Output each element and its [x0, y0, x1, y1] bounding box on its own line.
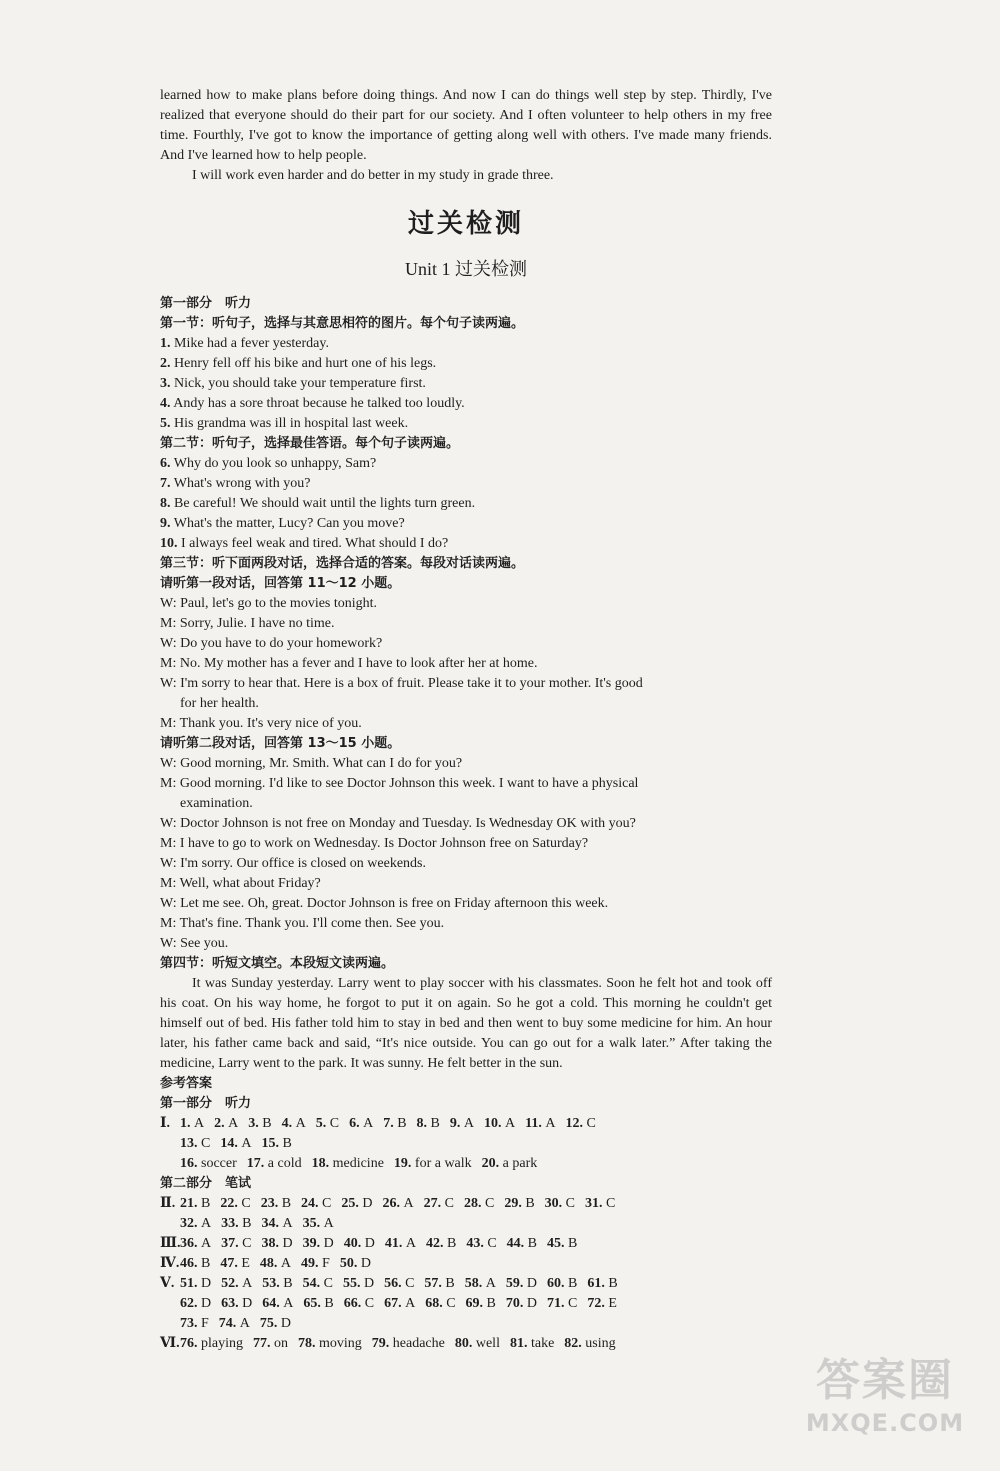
answer-item: 17. a cold	[246, 1156, 302, 1171]
answers-heading: 参考答案	[160, 1076, 213, 1091]
answer-item: 15. B	[261, 1136, 292, 1151]
answer-item: 9. A	[449, 1116, 474, 1131]
list-item: 4. Andy has a sore throat because he talked too loudly.	[160, 396, 465, 411]
answer-item: 64. A	[262, 1296, 294, 1311]
answer-item: 32. A	[180, 1216, 212, 1231]
answer-item: 74. A	[218, 1316, 250, 1331]
dialogue-line: W: See you.	[160, 936, 229, 951]
answer-item: 10. A	[484, 1116, 516, 1131]
answer-item: 20. a park	[481, 1156, 538, 1171]
answer-item: 13. C	[180, 1136, 211, 1151]
answer-item: 7. B	[383, 1116, 407, 1131]
dialogue-line: M: Good morning. I'd like to see Doctor Johnson this week. I want to have a physical	[160, 776, 639, 791]
answer-item: 76. playing	[180, 1336, 243, 1351]
section1-list	[160, 334, 772, 434]
answer-item: 62. D	[180, 1296, 212, 1311]
answer-item: 81. take	[509, 1336, 555, 1351]
answer-item: 1. A	[180, 1116, 205, 1131]
answer-item: 38. D	[261, 1236, 293, 1251]
answer-row	[160, 1214, 772, 1234]
answer-section-label: Ⅲ.	[160, 1236, 181, 1251]
dialogue-line: W: I'm sorry to hear that. Here is a box of fruit. Please take it to your mother. It's good	[160, 676, 643, 691]
list-item: 2. Henry fell off his bike and hurt one of his legs.	[160, 356, 437, 371]
listening-passage: It was Sunday yesterday. Larry went to play soccer with his classmates. Soon he felt hot and took off his coat. On his way home, he forgot to put it on again. So he got a cold. This morning he couldn't get himself out of bed. His father told him to stay in bed and then went to buy some medicine for him. An hour later, his father came back and said, “It's nice outside. You can go out for a walk later.” After taking the medicine, Larry went to the park. It was sunny. He felt better in the sun.	[160, 976, 772, 1071]
dialogue-line: W: Paul, let's go to the movies tonight.	[160, 596, 378, 611]
answer-row	[160, 1234, 772, 1254]
answer-item: 66. C	[343, 1296, 375, 1311]
answer-item: 40. D	[343, 1236, 375, 1251]
answer-item: 6. A	[349, 1116, 374, 1131]
answer-row	[160, 1314, 772, 1334]
answer-item: 29. B	[504, 1196, 535, 1211]
answer-item: 80. well	[454, 1336, 500, 1351]
answer-item: 14. A	[220, 1136, 252, 1151]
answer-item: 57. B	[424, 1276, 455, 1291]
answer-item: 30. C	[544, 1196, 575, 1211]
section3-heading: 第三节：听下面两段对话，选择合适的答案。每段对话读两遍。	[160, 556, 525, 571]
dialogue2	[160, 754, 772, 954]
dialogue-line: M: Well, what about Friday?	[160, 876, 321, 891]
answer-item: 48. A	[259, 1256, 292, 1271]
answer-item: 19. for a walk	[393, 1156, 472, 1171]
answer-item: 82. using	[564, 1336, 616, 1351]
answer-item: 25. D	[341, 1196, 373, 1211]
list-item: 3. Nick, you should take your temperature first.	[160, 376, 426, 391]
list-item: 8. Be careful! We should wait until the lights turn green.	[160, 496, 476, 511]
answer-item: 11. A	[525, 1116, 556, 1131]
intro-paragraph: learned how to make plans before doing things. And now I can do things well step by step. Thirdly, I've realized that everyone should do their part for our society. And I often volunteer to help others in my free time. Fourthly, I've got to know the importance of getting along well with others. I've made many friends. And I've learned how to help people.	[160, 88, 772, 163]
answer-item: 23. B	[260, 1196, 292, 1211]
dialogue-line: W: Do you have to do your homework?	[160, 636, 383, 651]
answer-row	[160, 1334, 772, 1354]
answer-item: 47. E	[220, 1256, 250, 1271]
answer-section-label: Ⅳ.	[160, 1256, 180, 1271]
answer-item: 3. B	[248, 1116, 272, 1131]
answer-item: 68. C	[425, 1296, 456, 1311]
dialogue1-heading: 请听第一段对话，回答第 11～12 小题。	[160, 576, 401, 591]
unit-subtitle: Unit 1 过关检测	[404, 259, 527, 279]
intro-closing: I will work even harder and do better in my study in grade three.	[192, 168, 554, 183]
answer-item: 4. A	[281, 1116, 306, 1131]
answer-item: 22. C	[220, 1196, 251, 1211]
answer-item: 5. C	[315, 1116, 340, 1131]
answer-section-label: Ⅴ.	[160, 1276, 175, 1291]
list-item: 7. What's wrong with you?	[160, 476, 311, 491]
answer-item: 36. A	[180, 1236, 212, 1251]
answer-item: 77. on	[253, 1336, 288, 1351]
answer-item: 56. C	[384, 1276, 415, 1291]
answer-item: 34. A	[261, 1216, 293, 1231]
answer-item: 37. C	[221, 1236, 252, 1251]
answer-section-label: Ⅱ.	[160, 1196, 176, 1211]
dialogue-line: W: I'm sorry. Our office is closed on weekends.	[160, 856, 426, 871]
answer-item: 53. B	[262, 1276, 293, 1291]
list-item: 9. What's the matter, Lucy? Can you move?	[160, 516, 405, 531]
answer-item: 65. B	[303, 1296, 334, 1311]
answer-item: 51. D	[180, 1276, 212, 1291]
list-item: 6. Why do you look so unhappy, Sam?	[160, 456, 377, 471]
answer-item: 73. F	[180, 1316, 209, 1331]
answer-item: 59. D	[505, 1276, 537, 1291]
dialogue-line: for her health.	[180, 696, 259, 711]
answer-row	[160, 1274, 772, 1294]
dialogue2-heading: 请听第二段对话，回答第 13～15 小题。	[160, 736, 401, 751]
answer-item: 45. B	[547, 1236, 578, 1251]
list-item: 1. Mike had a fever yesterday.	[160, 336, 329, 351]
answer-item: 35. A	[302, 1216, 334, 1231]
answer-item: 21. B	[180, 1196, 211, 1211]
answer-item: 8. B	[416, 1116, 440, 1131]
answer-item: 78. moving	[298, 1336, 362, 1351]
answer-item: 50. D	[339, 1256, 371, 1271]
answer-item: 18. medicine	[311, 1156, 384, 1171]
answer-item: 33. B	[221, 1216, 252, 1231]
answer-item: 69. B	[465, 1296, 496, 1311]
answer-section-label: Ⅵ.	[160, 1336, 180, 1351]
answer-row	[160, 1294, 772, 1314]
answer-item: 27. C	[423, 1196, 454, 1211]
answer-item: 16. soccer	[180, 1156, 237, 1171]
answer-row	[160, 1194, 772, 1214]
answer-item: 31. C	[585, 1196, 616, 1211]
page	[160, 86, 772, 1354]
dialogue-line: M: That's fine. Thank you. I'll come then. See you.	[160, 916, 445, 931]
watermark-logo	[790, 1353, 980, 1463]
answers-part1-heading: 第一部分 听力	[160, 1096, 252, 1111]
answer-item: 43. C	[466, 1236, 497, 1251]
dialogue-line: M: Sorry, Julie. I have no time.	[160, 616, 335, 631]
section2-heading: 第二节：听句子，选择最佳答语。每个句子读两遍。	[160, 436, 460, 451]
answer-item: 39. D	[302, 1236, 334, 1251]
dialogue1	[160, 594, 772, 734]
dialogue-line: M: No. My mother has a fever and I have to look after her at home.	[160, 656, 538, 671]
list-item: 5. His grandma was ill in hospital last week.	[160, 416, 409, 431]
answers-part2-heading: 第二部分 笔试	[160, 1176, 252, 1191]
dialogue-line: W: Good morning, Mr. Smith. What can I do for you?	[160, 756, 463, 771]
answers-part1	[160, 1114, 772, 1174]
answer-item: 58. A	[464, 1276, 496, 1291]
answer-item: 24. C	[301, 1196, 332, 1211]
answer-item: 71. C	[547, 1296, 578, 1311]
answer-section-label: Ⅰ.	[160, 1116, 171, 1131]
answer-item: 2. A	[214, 1116, 239, 1131]
answer-item: 28. C	[463, 1196, 495, 1211]
part1-heading: 第一部分 听力	[160, 296, 252, 311]
answer-row	[160, 1114, 772, 1134]
dialogue-line: M: I have to go to work on Wednesday. Is Doctor Johnson free on Saturday?	[160, 836, 589, 851]
answer-item: 67. A	[384, 1296, 416, 1311]
list-item: 10. I always feel weak and tired. What should I do?	[160, 536, 449, 551]
answer-item: 55. D	[342, 1276, 375, 1291]
answers-part2	[160, 1194, 772, 1354]
answer-item: 12. C	[565, 1116, 596, 1131]
dialogue-line: examination.	[180, 796, 253, 811]
section2-list	[160, 454, 772, 554]
answer-row	[160, 1254, 772, 1274]
answer-item: 42. B	[425, 1236, 457, 1251]
answer-item: 61. B	[587, 1276, 618, 1291]
answer-item: 46. B	[180, 1256, 211, 1271]
answer-row	[160, 1154, 772, 1174]
answer-item: 44. B	[506, 1236, 537, 1251]
section4-heading: 第四节：听短文填空。本段短文读两遍。	[160, 956, 395, 971]
answer-item: 54. C	[302, 1276, 333, 1291]
answer-item: 75. D	[259, 1316, 292, 1331]
answer-item: 60. B	[547, 1276, 578, 1291]
answer-item: 70. D	[505, 1296, 537, 1311]
answer-item: 72. E	[587, 1296, 617, 1311]
answer-row	[160, 1134, 772, 1154]
answer-item: 26. A	[382, 1196, 414, 1211]
page-title: 过关检测	[407, 209, 524, 239]
dialogue-line: W: Doctor Johnson is not free on Monday and Tuesday. Is Wednesday OK with you?	[160, 816, 636, 831]
dialogue-line: W: Let me see. Oh, great. Doctor Johnson is free on Friday afternoon this week.	[160, 896, 609, 911]
answer-item: 41. A	[384, 1236, 416, 1251]
answer-item: 79. headache	[371, 1336, 445, 1351]
watermark-url: MXQE.COM	[805, 1409, 965, 1437]
watermark-text: 答案圈	[816, 1355, 954, 1406]
dialogue-line: M: Thank you. It's very nice of you.	[160, 716, 362, 731]
answer-item: 49. F	[301, 1256, 330, 1271]
section1-heading: 第一节：听句子，选择与其意思相符的图片。每个句子读两遍。	[160, 316, 525, 331]
answer-item: 63. D	[221, 1296, 253, 1311]
answer-item: 52. A	[221, 1276, 253, 1291]
